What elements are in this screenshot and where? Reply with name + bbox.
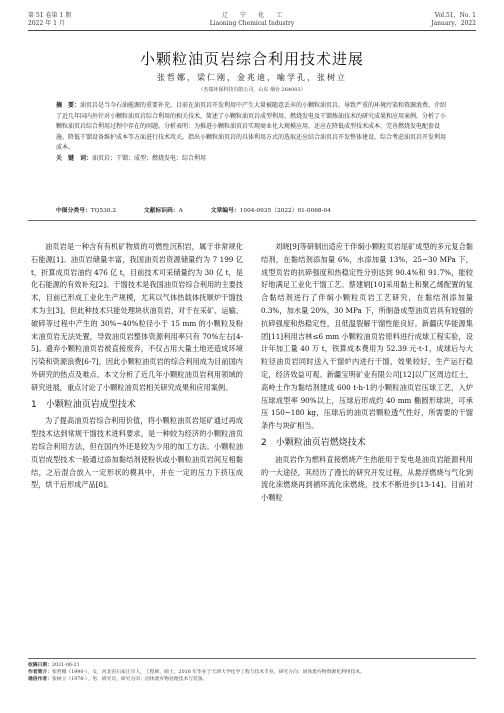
header-rule	[28, 30, 476, 31]
abstract	[56, 101, 448, 164]
bio-text: 张哲娜（1990-），女，河北省石家庄市人，工程师，硕士，2016 年毕业于天津大学化学工程与技术专业，研究方向：固体废弃物资源化利用技术。	[52, 670, 365, 676]
section-heading: 2 小颗粒油页岩燃烧技术	[261, 437, 366, 448]
id-label: 文章编号：	[210, 208, 240, 214]
journal-name-cn: 辽 宁 化 工	[221, 12, 282, 19]
article-authors: 张哲娜，梁仁刚，金兆迪，喻学孔，张树立	[157, 73, 347, 82]
article-title: 小颗粒油页岩综合利用技术进展	[139, 50, 364, 68]
abstract-label: 摘 要：	[56, 102, 81, 109]
volume-issue-en: Vol.51，No. 1	[434, 12, 476, 19]
body-paragraph: 油页岩是一种含有有机矿物质的可燃性沉积岩，属于非常规化石能源[1]。油页岩储量丰富，我国油页岩资源储量约为 7 199 亿 t，折算成页岩油约 476 亿 t，目前技术可采储量约为 30 亿 t，是化石能源的有效补充[2]。干馏技术是我国油页岩综合利用的主要技术，目前已形成工业化生产规模，尤其以气体热载体抚顺炉干馏技术为主[3]，但此种技术只能处理块状油页岩，对于在采矿、运输、破碎等过程中产生的 30%~40%粒径小于 15 mm 的小颗粒及粉末油页岩无法处置，导致油页岩整体资源利用率只有 70%左右[4-5]。遗弃小颗粒油页岩被直接废弃，不仅占用大量土地还造成环境污染和资源浪费[6-7]，因此小颗粒油页岩的综合利用成为目前国内外研究的热点及难点。本文分析了近几年小颗粒油页岩利用领域的研究进展，重点讨论了小颗粒油页岩相关研究成果和应用案例。	[31, 242, 243, 392]
keywords-text: 油页岩；干馏；成型；燃烧发电；综合利用	[92, 154, 207, 162]
body-paragraph: 油页岩作为燃料直接燃烧产生热能用于发电是油页岩能源利用的一大途径，其经历了漫长的研究开发过程，从悬浮燃烧与气化到流化床燃烧再到循环流化床燃烧，技术不断进步[13-14]。目前对小颗粒	[261, 454, 473, 503]
clc-label: 中图分类号：	[56, 208, 91, 214]
article-affiliation: （杰瑞环保科技有限公司，山东 烟台 264003）	[198, 87, 306, 93]
received-date	[28, 662, 476, 669]
doc-label: 文献标识码：	[143, 208, 179, 214]
id-value: 1004-0935（2022）01-0068-04	[239, 208, 331, 214]
body-paragraph: 为了提高油页岩综合利用价值，将小颗粒油页岩尾矿通过再成型技术达到常规干馏技术进料要求，是一种较为经济的小颗粒油页岩综合利用方法，但在国内外还是较为少用的加工方法。小颗粒油页岩成型技术一般通过添加黏结剂使粉状或小颗粒油页岩间互相黏结，之后混合放入一定形状的模具中，并在一定的压力下挤压成型，烘干后形成产品[8]。	[31, 416, 243, 490]
corresponding-author	[28, 676, 476, 683]
running-header	[28, 12, 476, 32]
date-en: January，2022	[431, 20, 476, 27]
doc-value: A	[178, 208, 183, 214]
corr-label: 通信作者：	[28, 677, 52, 683]
corr-text: 张树立（1976-），男，研究员，研究方向：固体废弃物处理技术与装备。	[52, 677, 208, 683]
clc-field	[56, 208, 116, 214]
journal-name-en: Liaoning Chemical Industry	[209, 20, 295, 27]
article-meta	[56, 205, 448, 214]
bio-label: 作者简介：	[28, 670, 52, 676]
journal-name	[28, 12, 476, 28]
footnote	[28, 658, 476, 684]
date-cn: 2022 年 1 月	[28, 20, 65, 27]
body-column-left	[31, 241, 243, 492]
received-label: 收稿日期：	[28, 663, 52, 668]
body-paragraph: 刘晓[9]等研制出适应于伴焖小颗粒页岩尾矿成型的多元复合黏结剂，在黏结剂添加量 6%，水添加量 13%，25~30 MPa 下，成型页岩的抗碎强度和热稳定性分别达到 90.4%和 91.7%，能较好地满足工业化干馏工艺。蔡建娟[10]采用黏土和聚乙烯配置的复合黏结剂进行了伴焖小颗粒页岩工艺研究，在黏结剂添加量 0.3%，加水量 20%，30 MPa 下，所制备成型油页岩具有较强的抗碎强度和热稳定性，且低温裂解干馏性能良好。新疆庆华能源集团[11]利用吉林≤6 mm 小颗粒油页岩原料进行成球工程实验，设计年加工量 40 万 t，铁算成本费用为 52.39 元·t-1，成球后与大粒径油页岩同时送入干馏炉内进行干馏，效果较好，生产运行稳定，经济效益可观。新疆宝明矿业有限公司[12]以广区周边红土，高岭土作为黏结剂建成 600 t·h-1的小颗粒油页岩压球工艺，入炉压球成型率 90%以上，压球后形成约 40 mm 椭圆形球块，可承压 150~180 kg，压球后的油页岩颗粒透气性好，所需要的干馏条件与块矿相当。	[261, 242, 473, 431]
doc-field	[144, 208, 183, 214]
id-field	[211, 208, 331, 214]
keywords-label: 关 键 词：	[56, 154, 93, 162]
author-bio	[28, 669, 476, 676]
body-column-right	[261, 241, 473, 505]
volume-issue-cn: 第 51 卷第 1 期	[28, 12, 72, 19]
section-heading: 1 小颗粒油页岩成型技术	[31, 399, 136, 410]
journal-volume-en	[431, 12, 476, 28]
clc-value: TQ530.2	[90, 208, 117, 214]
abstract-text: 油页岩是当今石油能源的重要补充，目前在油页岩开发利用中产生大量被随意丢弃的小颗粒油页岩，导致严重的环境污染和资源浪费。介绍了近几年国内外针对小颗粒油页岩综合利用的相关技术，简述了小颗粒油页岩成型利用、燃烧发电及干馏炼油技术的研究成果和应用案例。分析了小颗粒油页岩综合利用过程中存在的问题。分析表明：为推进小颗粒油页岩实现商业化大规模应用，还应在降低成型技术成本、完善燃烧发电配套设施、降低干馏设备维护成本等方面进行技术攻关。指出小颗粒油页岩的具体利用方式的选取还应结合油页岩开发整体建设，综合考虑油页岩开发利用成本。	[56, 102, 447, 151]
abstract-rule	[28, 220, 476, 221]
received-value: 2021-06-21	[52, 663, 80, 668]
